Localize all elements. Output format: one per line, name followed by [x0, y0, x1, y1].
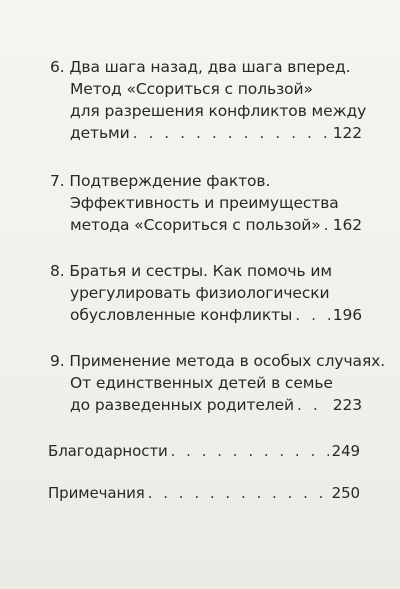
entry-line: до разведенных родителей: [70, 396, 295, 414]
dot-leader: [295, 304, 329, 326]
page-number: 250: [331, 484, 360, 502]
entry-line: детьми: [70, 124, 130, 142]
dot-leader: [133, 122, 330, 144]
entry-line: 8. Братья и сестры. Как помочь им: [50, 262, 332, 280]
dot-leader: [171, 440, 329, 462]
entry-last-line: [50, 214, 362, 236]
page-number: 196: [332, 306, 362, 324]
entry-line: 6. Два шага назад, два шага вперед.: [50, 58, 351, 76]
entry-last-line: [50, 394, 362, 416]
entry-line: От единственных детей в семье: [70, 374, 333, 392]
entry-line: обусловленные конфликты: [70, 306, 293, 324]
toc-entry-chapter-8[interactable]: [50, 260, 362, 326]
entry-title: Благодарности: [48, 442, 168, 460]
entry-line: 7. Подтверждение фактов.: [50, 172, 271, 190]
dot-leader: [148, 482, 329, 504]
entry-line: 9. Применение метода в особых случаях.: [50, 352, 386, 370]
entry-line: Метод «Ссориться с пользой»: [70, 80, 313, 98]
dot-leader: [297, 394, 330, 416]
page-number: 223: [332, 396, 362, 414]
entry-line: для разрешения конфликтов между: [70, 102, 367, 120]
entry-title: Примечания: [48, 484, 145, 502]
entry-last-line: [48, 482, 360, 504]
entry-last-line: [50, 122, 362, 144]
entry-line: урегулировать физиологически: [70, 284, 330, 302]
page-number: 122: [332, 124, 362, 142]
dot-leader: [324, 214, 330, 236]
toc-entry-chapter-9[interactable]: [50, 350, 386, 416]
toc-entry-notes[interactable]: [48, 482, 360, 504]
page-number: 162: [332, 216, 362, 234]
page-number: 249: [331, 442, 360, 460]
entry-last-line: [48, 440, 360, 462]
toc-entry-chapter-7[interactable]: [50, 170, 362, 236]
entry-line: Эффективность и преимущества: [70, 194, 339, 212]
toc-entry-chapter-6[interactable]: [50, 56, 367, 144]
toc-entry-acknowledgements[interactable]: [48, 440, 360, 462]
entry-line: метода «Ссориться с пользой»: [70, 216, 321, 234]
entry-last-line: [50, 304, 362, 326]
